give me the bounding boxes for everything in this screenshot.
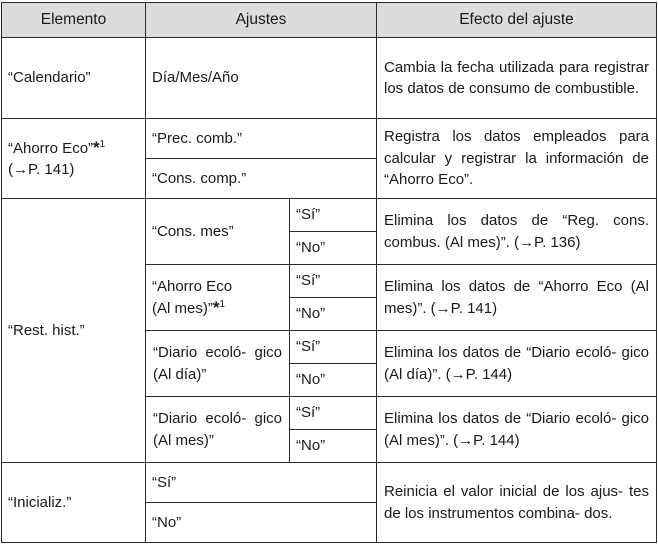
elemento-rest-hist: “Rest. hist.”: [2, 199, 146, 463]
elemento-calendario: “Calendario”: [2, 38, 146, 119]
option-si: “Sí”: [290, 199, 377, 232]
header-elemento: Elemento: [2, 3, 146, 38]
page-reference: (→P. 141): [8, 161, 75, 178]
ajuste-calendario: Día/Mes/Año: [146, 38, 377, 119]
settings-table: [1, 2, 657, 543]
header-ajustes: Ajustes: [146, 3, 377, 38]
asterisk-mark: *: [93, 137, 100, 157]
sub-cons-mes: “Cons. mes”: [146, 199, 290, 265]
option-no: “No”: [290, 298, 377, 331]
sub-ahorro-eco-line1: “Ahorro Eco: [152, 277, 233, 295]
option-si: “Sí”: [290, 397, 377, 430]
ajuste-prec-comb: “Prec. comb.”: [146, 119, 377, 159]
elemento-inicializ: “Inicializ.”: [2, 463, 146, 543]
row-ahorro-eco: [2, 119, 657, 159]
ajuste-no: “No”: [146, 503, 377, 543]
efecto-ahorro-eco-mes: Elimina los datos de “Ahorro Eco (Al mes)”. (→P. 141): [377, 265, 657, 331]
efecto-diario-dia: Elimina los datos de “Diario ecoló- gico (Al día)”. (→P. 144): [377, 331, 657, 397]
footnote-number: 1: [99, 138, 106, 150]
ajuste-si: “Sí”: [146, 463, 377, 503]
option-no: “No”: [290, 364, 377, 397]
footnote-number: 1: [219, 299, 226, 310]
option-no: “No”: [290, 232, 377, 265]
asterisk-mark: *: [212, 298, 220, 317]
efecto-ahorro-eco: Registra los datos empleados para calcular y registrar la información de “Ahorro Eco”.: [377, 119, 657, 199]
sub-ahorro-eco-mes: [146, 265, 290, 331]
sub-diario-mes: “Diario ecoló- gico (Al mes)”: [146, 397, 290, 463]
option-si: “Sí”: [290, 331, 377, 364]
sub-ahorro-eco-line2: (Al mes)”: [152, 300, 213, 317]
header-row: [2, 3, 657, 38]
efecto-calendario: Cambia la fecha utilizada para registrar los datos de consumo de combustible.: [377, 38, 657, 119]
header-efecto: Efecto del ajuste: [377, 3, 657, 38]
efecto-diario-mes: Elimina los datos de “Diario ecoló- gico (Al mes)”. (→P. 144): [377, 397, 657, 463]
sub-diario-dia: “Diario ecoló- gico (Al día)”: [146, 331, 290, 397]
elemento-ahorro-eco: [2, 119, 146, 199]
row-rest-hist: [2, 199, 657, 232]
option-no: “No”: [290, 430, 377, 463]
elemento-ahorro-eco-label: “Ahorro Eco”: [8, 139, 94, 157]
efecto-cons-mes: Elimina los datos de “Reg. cons. combus. (Al mes)”. (→P. 136): [377, 199, 657, 265]
efecto-inicializ: Reinicia el valor inicial de los ajus- tes de los instrumentos combina- dos.: [377, 463, 657, 543]
row-inicializ: [2, 463, 657, 503]
row-calendario: [2, 38, 657, 119]
option-si: “Sí”: [290, 265, 377, 298]
ajuste-cons-comp: “Cons. comp.”: [146, 159, 377, 199]
